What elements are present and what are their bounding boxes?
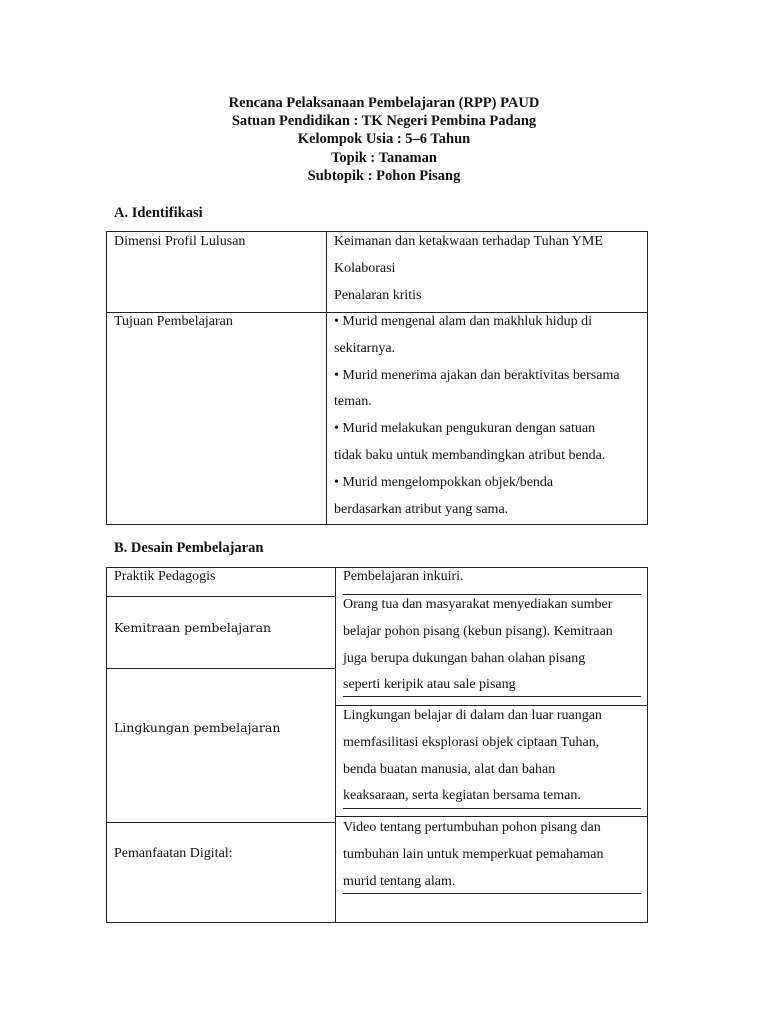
header-age-group: Kelompok Usia : 5–6 Tahun [297, 131, 471, 148]
learning-design-table [106, 567, 648, 923]
row-content-partnership: Orang tua dan masyarakat menyediakan sumber belajar pohon pisang (kebun pisang). Kemitraan juga berupa dukungan bahan olahan pisang seperti keripik atau sale pisang [343, 597, 613, 693]
row-content-profile: Keimanan dan ketakwaan terhadap Tuhan YME Kolaborasi Penalaran kritis [334, 234, 603, 303]
table-divider [107, 668, 335, 669]
header-subtopic: Subtopik : Pohon Pisang [307, 167, 461, 184]
header-title: Rencana Pelaksanaan Pembelajaran (RPP) PAUD [228, 95, 540, 111]
row-label-partnership: Kemitraan pembelajaran [114, 620, 272, 635]
row-label-profile: Dimensi Profil Lulusan [114, 234, 246, 249]
section-a-title: A. Identifikasi [114, 205, 203, 221]
row-content-digital: Video tentang pertumbuhan pohon pisang dan tumbuhan lain untuk memperkuat pemahaman murid tentang alam. [343, 820, 604, 889]
table-divider [107, 596, 335, 597]
row-content-objectives: • Murid mengenal alam dan makhluk hidup di sekitarnya. • Murid menerima ajakan dan beraktivitas bersama teman. • Murid melakukan pengukuran dengan satuan tidak baku untuk membandingkan atribut benda. • Murid mengelompokkan objek/benda berdasarkan atribut yang sama. [334, 314, 620, 517]
header-school: Satuan Pendidikan : TK Negeri Pembina Padang [231, 113, 537, 130]
row-content-pedagogy: Pembelajaran inkuiri. [343, 569, 464, 584]
row-label-pedagogy: Praktik Pedagogis [114, 569, 216, 584]
row-label-environment: Lingkungan pembelajaran [114, 720, 281, 735]
row-content-environment: Lingkungan belajar di dalam dan luar ruangan memfasilitasi eksplorasi objek ciptaan Tuhan, benda buatan manusia, alat dan bahan keaksaraan, serta kegiatan bersama teman. [343, 708, 602, 804]
document-header [0, 94, 768, 185]
row-label-digital: Pemanfaatan Digital: [114, 846, 233, 861]
identification-table [106, 231, 648, 525]
header-topic: Topik : Tanaman [331, 149, 437, 166]
table-divider [107, 822, 335, 823]
row-label-objectives: Tujuan Pembelajaran [114, 314, 233, 329]
table-divider [335, 568, 336, 922]
section-b-title: B. Desain Pembelajaran [114, 540, 264, 556]
table-divider [326, 232, 327, 524]
